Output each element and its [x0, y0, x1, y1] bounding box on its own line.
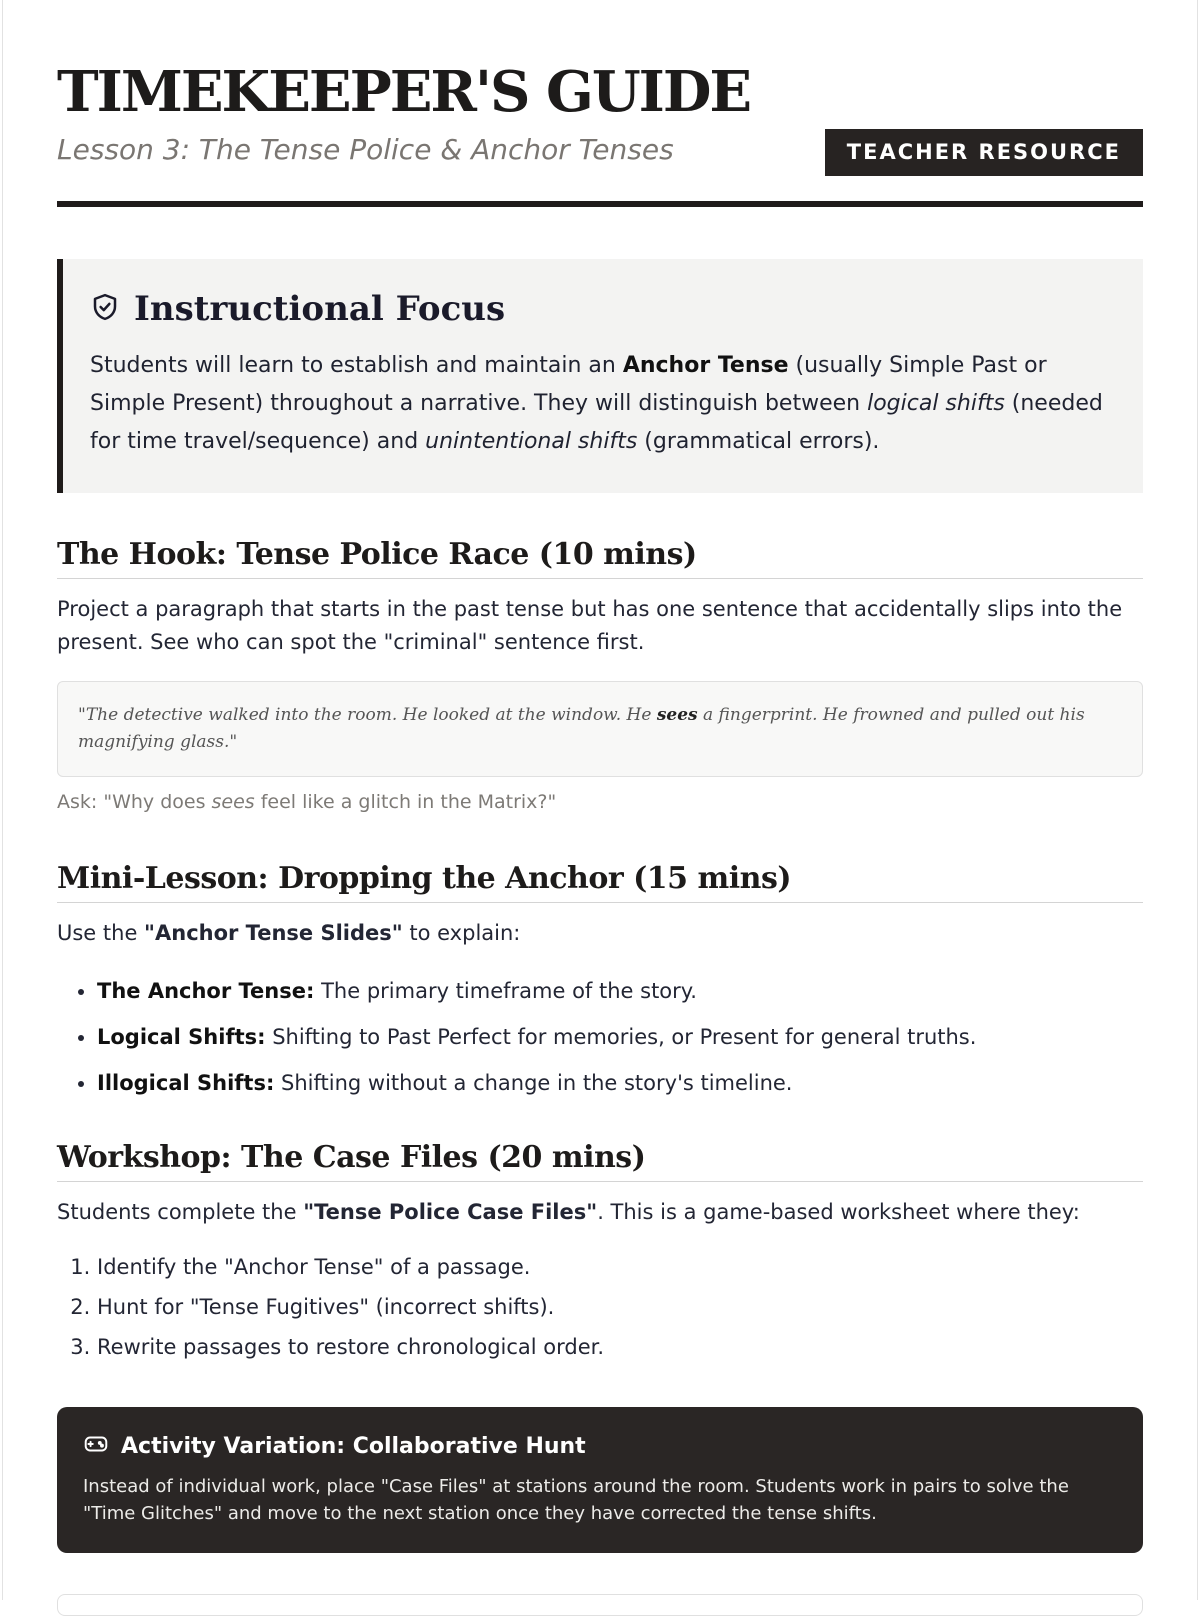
list-item-text: Shifting without a change in the story's timeline.	[274, 1071, 793, 1095]
focus-text: (needed for time travel/sequence) and	[90, 391, 1103, 454]
mini-lesson-section	[57, 861, 1143, 1106]
page-title: TIMEKEEPER'S GUIDE	[57, 59, 751, 125]
hook-description: Project a paragraph that starts in the past tense but has one sentence that accidentally slips into the present. See who can spot the "criminal" sentence first.	[57, 597, 1123, 654]
intro-bold: "Tense Police Case Files"	[303, 1200, 598, 1224]
quote-text: a fingerprint. He frowned and pulled out his magnifying glass."	[78, 705, 1085, 752]
list-item	[97, 1060, 1143, 1106]
next-section-card	[57, 1594, 1143, 1616]
focus-text: Students will learn to establish and maintain an	[90, 353, 623, 378]
workshop-section	[57, 1140, 1143, 1367]
quote-text: "The detective walked into the room. He looked at the window. He	[78, 705, 657, 725]
focus-italic-term: unintentional shifts	[425, 429, 638, 454]
focus-italic-term: logical shifts	[867, 391, 1005, 416]
activity-variation-callout	[57, 1407, 1143, 1553]
header-divider	[57, 201, 1143, 207]
intro-text: Use the	[57, 921, 145, 945]
mini-lesson-title: Mini-Lesson: Dropping the Anchor (15 mins)	[57, 861, 1143, 903]
quote-highlight: sees	[656, 705, 698, 725]
intro-text: . This is a game-based worksheet where they:	[597, 1200, 1080, 1224]
list-item: 3. Rewrite passages to restore chronological order.	[97, 1327, 1143, 1367]
list-item: 1. Identify the "Anchor Tense" of a passage.	[97, 1247, 1143, 1287]
document-page	[2, 0, 1198, 1600]
focus-title: Instructional Focus	[134, 289, 506, 329]
focus-text: (grammatical errors).	[637, 429, 880, 454]
variation-description: Instead of individual work, place "Case Files" at stations around the room. Students work in pairs to solve the "Time Glitches" and move to the next station once they have corrected the tense shifts.	[83, 1476, 1069, 1524]
header	[57, 0, 1143, 168]
gamepad-icon	[83, 1431, 121, 1461]
mini-lesson-intro	[57, 917, 1143, 950]
ask-prompt	[57, 791, 1143, 813]
intro-text: to explain:	[402, 921, 521, 945]
focus-heading	[90, 289, 1111, 329]
instructional-focus-callout	[57, 259, 1143, 493]
ask-text: feel like a glitch in the Matrix?"	[254, 791, 557, 813]
list-item-term: Logical Shifts:	[97, 1025, 266, 1049]
list-item-text: The primary timeframe of the story.	[314, 979, 697, 1003]
focus-bold-term: Anchor Tense	[622, 353, 789, 378]
steps-list	[57, 1247, 1143, 1367]
list-item-text: Shifting to Past Perfect for memories, or Present for general truths.	[265, 1025, 977, 1049]
intro-bold: "Anchor Tense Slides"	[144, 921, 403, 945]
shield-check-icon	[90, 292, 134, 326]
example-quote	[57, 681, 1143, 777]
teacher-resource-badge: TEACHER RESOURCE	[825, 129, 1143, 176]
list-item-term: Illogical Shifts:	[97, 1071, 275, 1095]
list-item-term: The Anchor Tense:	[97, 979, 315, 1003]
focus-description	[90, 347, 1111, 461]
list-item	[97, 968, 1143, 1014]
hook-section	[57, 537, 1143, 813]
workshop-title: Workshop: The Case Files (20 mins)	[57, 1140, 1143, 1182]
focus-text: (usually Simple Past or Simple Present) throughout a narrative. They will distinguish between	[90, 353, 1047, 416]
hook-title: The Hook: Tense Police Race (10 mins)	[57, 537, 1143, 579]
list-item	[97, 1014, 1143, 1060]
workshop-intro	[57, 1196, 1143, 1229]
ask-italic: sees	[211, 791, 255, 813]
page-subtitle: Lesson 3: The Tense Police & Anchor Tenses	[57, 133, 674, 166]
ask-text: Ask: "Why does	[57, 791, 212, 813]
list-item: 2. Hunt for "Tense Fugitives" (incorrect shifts).	[97, 1287, 1143, 1327]
concept-list	[57, 968, 1143, 1106]
variation-title: Activity Variation: Collaborative Hunt	[121, 1433, 586, 1459]
intro-text: Students complete the	[57, 1200, 304, 1224]
variation-heading	[83, 1431, 1117, 1461]
